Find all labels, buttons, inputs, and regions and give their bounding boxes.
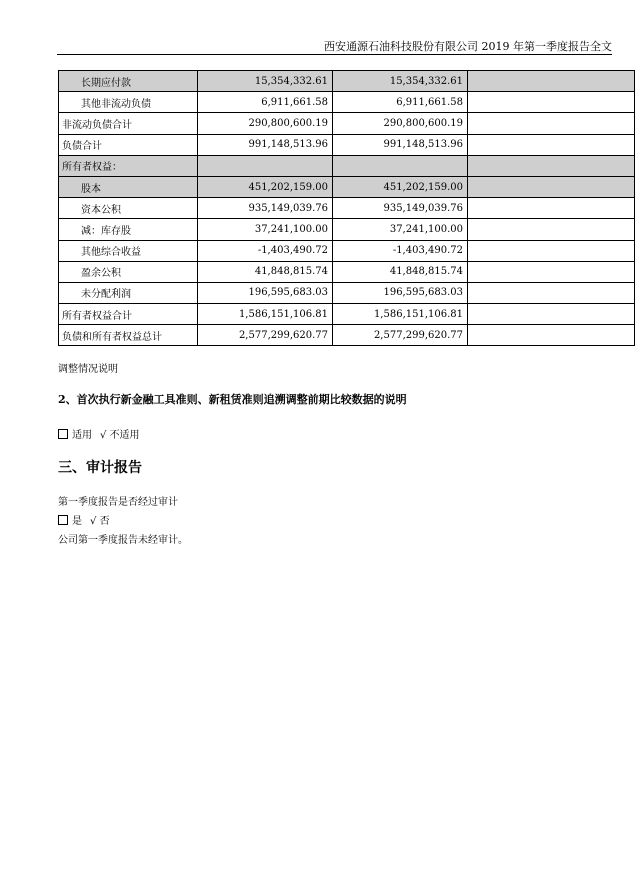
option-yes: 是 — [72, 516, 82, 527]
row-label: 股本 — [59, 176, 198, 197]
period-end-value: 6,911,661.58 — [198, 92, 333, 113]
table-row — [59, 282, 635, 303]
section3-heading: 三、审计报告 — [58, 460, 142, 476]
period-begin-value: 451,202,159.00 — [333, 176, 468, 197]
table-row — [59, 198, 635, 219]
period-begin-value: 290,800,600.19 — [333, 113, 468, 134]
period-begin-value: 15,354,332.61 — [333, 71, 468, 92]
period-begin-value: -1,403,490.72 — [333, 240, 468, 261]
row-label: 减：库存股 — [59, 219, 198, 240]
section2-applicability — [58, 426, 140, 441]
adjustment-value — [468, 134, 635, 155]
table-row — [59, 155, 635, 176]
period-begin-value: 2,577,299,620.77 — [333, 325, 468, 346]
period-begin-value: 37,241,100.00 — [333, 219, 468, 240]
row-label: 未分配利润 — [59, 282, 198, 303]
period-end-value: -1,403,490.72 — [198, 240, 333, 261]
period-end-value: 1,586,151,106.81 — [198, 304, 333, 325]
row-label: 所有者权益： — [59, 155, 198, 176]
row-label: 长期应付款 — [59, 71, 198, 92]
adjustment-value — [468, 71, 635, 92]
adjustment-value — [468, 198, 635, 219]
audit-question: 第一季度报告是否经过审计 — [58, 497, 178, 508]
period-begin-value — [333, 155, 468, 176]
period-begin-value: 991,148,513.96 — [333, 134, 468, 155]
period-begin-value: 196,595,683.03 — [333, 282, 468, 303]
period-end-value: 290,800,600.19 — [198, 113, 333, 134]
adjustment-value — [468, 325, 635, 346]
balance-sheet-table — [58, 70, 635, 346]
period-end-value: 41,848,815.74 — [198, 261, 333, 282]
check-mark-icon: √ — [100, 430, 107, 441]
checkbox-empty-icon — [58, 515, 68, 525]
adjustment-value — [468, 219, 635, 240]
period-begin-value: 935,149,039.76 — [333, 198, 468, 219]
adjustment-value — [468, 304, 635, 325]
adjustment-value — [468, 282, 635, 303]
table-row — [59, 134, 635, 155]
period-end-value: 451,202,159.00 — [198, 176, 333, 197]
period-end-value: 15,354,332.61 — [198, 71, 333, 92]
row-label: 所有者权益合计 — [59, 304, 198, 325]
period-begin-value: 6,911,661.58 — [333, 92, 468, 113]
table-row — [59, 113, 635, 134]
check-mark-icon: √ — [90, 516, 97, 527]
table-row — [59, 304, 635, 325]
row-label: 其他综合收益 — [59, 240, 198, 261]
option-applicable: 适用 — [72, 430, 92, 441]
table-row — [59, 71, 635, 92]
audit-statement: 公司第一季度报告未经审计。 — [58, 535, 188, 546]
page-header: 西安通源石油科技股份有限公司 2019 年第一季度报告全文 — [324, 40, 612, 53]
header-rule — [57, 54, 612, 55]
option-not-applicable: 不适用 — [109, 430, 140, 441]
period-end-value: 2,577,299,620.77 — [198, 325, 333, 346]
row-label: 非流动负债合计 — [59, 113, 198, 134]
table-row — [59, 325, 635, 346]
period-end-value: 37,241,100.00 — [198, 219, 333, 240]
row-label: 其他非流动负债 — [59, 92, 198, 113]
adjustment-value — [468, 92, 635, 113]
period-begin-value: 1,586,151,106.81 — [333, 304, 468, 325]
period-end-value — [198, 155, 333, 176]
row-label: 盈余公积 — [59, 261, 198, 282]
adjustment-value — [468, 240, 635, 261]
section2-heading: 2、首次执行新金融工具准则、新租赁准则追溯调整前期比较数据的说明 — [58, 393, 407, 406]
table-row — [59, 261, 635, 282]
adjustment-value — [468, 155, 635, 176]
option-no: 否 — [99, 516, 110, 527]
period-end-value: 196,595,683.03 — [198, 282, 333, 303]
audit-options — [58, 512, 110, 527]
checkbox-empty-icon — [58, 429, 68, 439]
row-label: 资本公积 — [59, 198, 198, 219]
table-row — [59, 176, 635, 197]
period-end-value: 935,149,039.76 — [198, 198, 333, 219]
adjustment-value — [468, 113, 635, 134]
table-row — [59, 219, 635, 240]
table-row — [59, 92, 635, 113]
period-begin-value: 41,848,815.74 — [333, 261, 468, 282]
adjust-note: 调整情况说明 — [58, 364, 118, 375]
period-end-value: 991,148,513.96 — [198, 134, 333, 155]
table-row — [59, 240, 635, 261]
row-label: 负债合计 — [59, 134, 198, 155]
row-label: 负债和所有者权益总计 — [59, 325, 198, 346]
adjustment-value — [468, 261, 635, 282]
adjustment-value — [468, 176, 635, 197]
